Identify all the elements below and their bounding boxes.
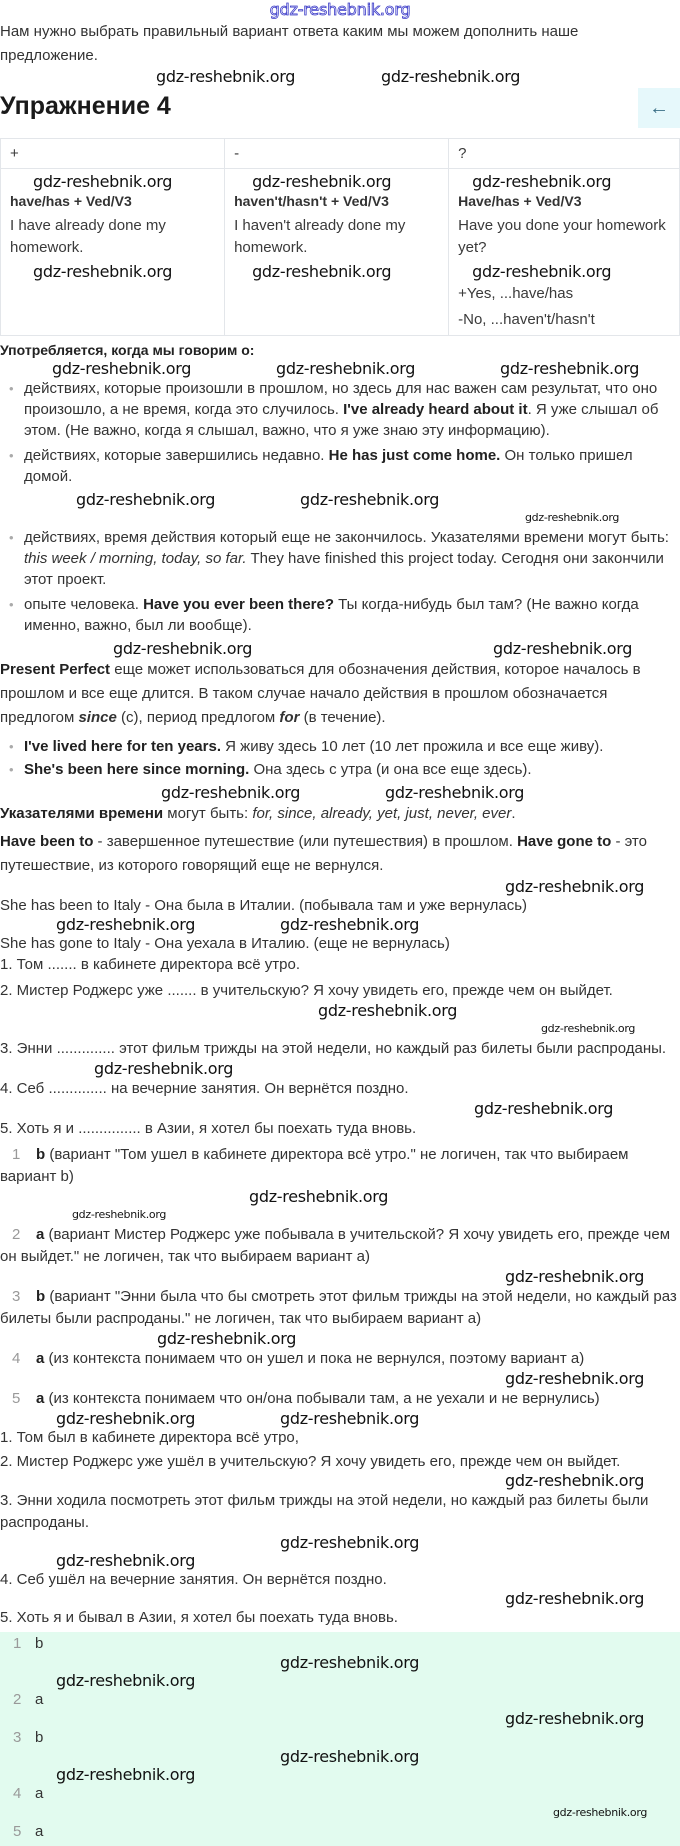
watermark-row [0, 1672, 680, 1690]
since-term: since [78, 709, 117, 726]
cell-question [449, 169, 680, 336]
item-number: 5 [13, 1823, 22, 1840]
watermark: gdz-reshebnik.org [94, 1059, 234, 1078]
answer-letter: a [35, 1823, 44, 1840]
watermark-row [0, 878, 680, 896]
item-number: 4 [13, 1785, 22, 1802]
watermark: gdz-reshebnik.org [541, 1022, 636, 1035]
watermark: gdz-reshebnik.org [280, 1653, 420, 1672]
explanation-4 [0, 1348, 680, 1370]
task-2: 2. Мистер Роджерс уже ....... в учительскую? Я хочу увидеть его, прежде чем он выйдет. [0, 982, 613, 999]
translation-4: 4. Себ ушёл на вечерние занятия. Он вернётся поздно. [0, 1571, 387, 1588]
usage-heading: Употребляется, когда мы говорим о: [0, 342, 255, 358]
formula-positive: have/has + Ved/V3 [10, 193, 132, 209]
watermark-row [0, 1552, 680, 1570]
watermark: gdz-reshebnik.org [300, 490, 440, 509]
example-question: Have you done your homework yet? [458, 217, 666, 256]
cell-negative [225, 169, 449, 336]
watermark: gdz-reshebnik.org [33, 262, 173, 281]
list-item [0, 759, 675, 780]
explanation-5 [0, 1388, 680, 1410]
list-item [0, 378, 675, 441]
site-watermark-top: gdz-reshebnik.org [269, 0, 411, 19]
answer-letter: a [35, 1691, 44, 1708]
usage-text: действиях, которые произошли в прошлом, но здесь для нас важен сам результат, что оно произошло, а не время, когда это случилось. [24, 380, 658, 418]
title-bar [0, 88, 680, 132]
formula-negative: haven't/hasn't + Ved/V3 [234, 193, 389, 209]
header-positive: + [1, 139, 225, 169]
watermark: gdz-reshebnik.org [553, 1806, 648, 1819]
grammar-table [0, 138, 680, 336]
watermark: gdz-reshebnik.org [276, 359, 416, 378]
watermark: gdz-reshebnik.org [381, 67, 521, 86]
explanation-2 [0, 1224, 680, 1268]
answer-letter: b [35, 1635, 44, 1652]
usage-list [0, 378, 675, 487]
watermark: gdz-reshebnik.org [113, 639, 253, 658]
have-been-to-term: Have been to [0, 833, 94, 850]
table-row [1, 169, 680, 336]
watermark-row [0, 1100, 680, 1118]
answer-key-panel [0, 1632, 680, 1846]
translation-2: 2. Мистер Роджерс уже ушёл в учительскую? Я хочу увидеть его, прежде чем он выйдет. [0, 1453, 621, 1470]
answer-key-item [0, 1634, 680, 1654]
arrow-left-icon: ← [649, 96, 669, 119]
watermark: gdz-reshebnik.org [56, 1409, 196, 1428]
usage-example: I've already heard about it [343, 401, 528, 418]
watermark-row [0, 509, 680, 527]
watermark-row [0, 1370, 680, 1388]
table-header-row [1, 139, 680, 169]
answer-key-item [0, 1822, 680, 1842]
example-negative: I haven't already done my homework. [234, 217, 406, 256]
explanation-3 [0, 1286, 680, 1330]
page-title: Упражнение 4 [0, 92, 171, 120]
usage-text: действиях, время действия который еще не закончилось. Указателями времени могут быть: [24, 529, 669, 546]
answer-letter: a [35, 1785, 44, 1802]
text: . [511, 805, 516, 822]
example-positive: I have already done my homework. [10, 217, 166, 256]
watermark-row [0, 1472, 680, 1490]
watermark: gdz-reshebnik.org [505, 1471, 645, 1490]
usage-example: He has just come home. [328, 447, 501, 464]
usage-text: действиях, которые завершились недавно. [24, 447, 329, 464]
task-5: 5. Хоть я и ............... в Азии, я хотел бы поехать туда вновь. [0, 1120, 417, 1137]
translation-3: 3. Энни ходила посмотреть этот фильм трижды на этой недели, но каждый раз билеты были распроданы. [0, 1492, 649, 1531]
been-gone-paragraph [0, 830, 675, 878]
example-sentence: She's been here since morning. [24, 761, 250, 778]
watermark: gdz-reshebnik.org [56, 1551, 196, 1570]
header-negative: - [225, 139, 449, 169]
item-number: 1 [13, 1635, 22, 1652]
watermark: gdz-reshebnik.org [472, 172, 612, 191]
header-question: ? [449, 139, 680, 169]
example-sentence: I've lived here for ten years. [24, 738, 221, 755]
watermark: gdz-reshebnik.org [52, 359, 192, 378]
back-button[interactable] [638, 88, 680, 128]
watermark: gdz-reshebnik.org [161, 783, 301, 802]
watermark-row [0, 1590, 680, 1608]
intro-text: Нам нужно выбрать правильный вариант ответа каким мы можем дополнить наше предложение. [0, 23, 579, 64]
been-example: She has been to Italy - Она была в Италии. (побывала там и уже вернулась) [0, 897, 528, 914]
task-1: 1. Том ....... в кабинете директора всё утро. [0, 956, 300, 973]
translation-5: 5. Хоть я и бывал в Азии, я хотел бы поехать туда вновь. [0, 1609, 398, 1626]
usage-translation: They have finished this project today. Сегодня они закончили этот проект. [24, 550, 664, 588]
watermark: gdz-reshebnik.org [252, 262, 392, 281]
watermark: gdz-reshebnik.org [72, 1208, 167, 1221]
formula-question: Have/has + Ved/V3 [458, 193, 582, 209]
watermark: gdz-reshebnik.org [280, 915, 420, 934]
watermark: gdz-reshebnik.org [525, 511, 620, 524]
watermark: gdz-reshebnik.org [505, 1589, 645, 1608]
watermark: gdz-reshebnik.org [56, 1765, 196, 1784]
answer-letter: a [36, 1226, 45, 1243]
watermark-row [0, 1748, 680, 1766]
explanation-text: (вариант "Энни была что бы смотреть этот фильм трижды на этой недели, но каждый раз билеты были распроданы." не логичен, так что выбираем вариант a) [0, 1288, 677, 1327]
watermark-row [0, 1804, 680, 1822]
watermark: gdz-reshebnik.org [500, 359, 640, 378]
watermark-row [0, 1268, 680, 1286]
watermark-row [0, 1060, 680, 1078]
answer-letter: a [36, 1390, 45, 1407]
usage-translation: Ты когда-нибудь был там? (Не важно когда именно, важно, был ли вообще). [24, 596, 639, 634]
item-number: 3 [13, 1729, 22, 1746]
text: - завершенное путешествие (или путешествия) в прошлом. [93, 833, 518, 850]
text: могут быть: [163, 805, 253, 822]
watermark-row [0, 1534, 680, 1552]
watermark-row [0, 784, 680, 802]
gone-example: She has gone to Italy - Она уехала в Италию. (еще не вернулась) [0, 935, 450, 952]
task-3: 3. Энни .............. этот фильм трижды на этой недели, но каждый раз билеты были распроданы. [0, 1040, 667, 1057]
watermark: gdz-reshebnik.org [318, 1001, 458, 1020]
item-number: 3 [12, 1288, 21, 1305]
example-translation: Она здесь с утра (и она все еще здесь). [249, 761, 532, 778]
explanation-text: (вариант Мистер Роджерс уже побывала в учительской? Я хочу увидеть его, прежде чем он выйдет." не логичен, так что выбираем вариант a) [0, 1226, 671, 1265]
watermark: gdz-reshebnik.org [76, 490, 216, 509]
time-markers [0, 802, 675, 826]
watermark-row [0, 1710, 680, 1728]
short-answer-no: -No, ...haven't/hasn't [458, 311, 595, 328]
markers-list: for, since, already, yet, just, never, ever [252, 805, 512, 822]
watermark: gdz-reshebnik.org [474, 1099, 614, 1118]
translation-1: 1. Том был в кабинете директора всё утро, [0, 1429, 299, 1446]
usage-translation: . Я уже слышал об этом. (Не важно, когда я слышал, важно, что я уже знаю эту информацию). [24, 401, 659, 439]
explanation-text: (из контекста понимаем что он/она побывали там, а не уехали и не вернулись) [44, 1390, 600, 1407]
watermark: gdz-reshebnik.org [56, 915, 196, 934]
watermark: gdz-reshebnik.org [252, 172, 392, 191]
watermark-row [0, 1330, 680, 1348]
text: (с), период предлогом [116, 709, 280, 726]
item-number: 5 [12, 1390, 21, 1407]
answer-letter: b [36, 1146, 46, 1163]
watermark: gdz-reshebnik.org [33, 172, 173, 191]
explanation-1 [0, 1144, 680, 1188]
watermark: gdz-reshebnik.org [157, 1329, 297, 1348]
usage-translation: Он только пришел домой. [24, 447, 633, 485]
watermark: gdz-reshebnik.org [280, 1409, 420, 1428]
item-number: 2 [12, 1226, 21, 1243]
present-perfect-term: Present Perfect [0, 661, 111, 678]
markers-label: Указателями времени [0, 805, 164, 822]
list-item [0, 736, 675, 757]
item-number: 1 [12, 1146, 21, 1163]
usage-markers: this week / morning, today, so far. [24, 550, 247, 567]
answer-letter: b [35, 1729, 44, 1746]
text: еще может использоваться для обозначения действия, которое началось в прошлом и все еще длится. В таком случае начало действия в прошлом обозначается предлогом [0, 661, 641, 726]
item-number: 2 [13, 1691, 22, 1708]
short-answer-yes: +Yes, ...have/has [458, 285, 574, 302]
watermark: gdz-reshebnik.org [385, 783, 525, 802]
answer-letter: b [36, 1288, 46, 1305]
watermark: gdz-reshebnik.org [472, 262, 612, 281]
for-term: for [279, 709, 300, 726]
watermark: gdz-reshebnik.org [280, 1747, 420, 1766]
watermark: gdz-reshebnik.org [249, 1187, 389, 1206]
watermark: gdz-reshebnik.org [493, 639, 633, 658]
watermark: gdz-reshebnik.org [56, 1671, 196, 1690]
usage-list-continued [0, 527, 675, 636]
item-number: 4 [12, 1350, 21, 1367]
watermark-row [0, 640, 680, 658]
explanation-text: (из контекста понимаем что он ушел и пока не вернулся, поэтому вариант a) [44, 1350, 585, 1367]
list-item [0, 527, 675, 590]
watermark-row [0, 1020, 680, 1038]
watermark-row [0, 1002, 680, 1020]
cell-positive [1, 169, 225, 336]
task-4: 4. Себ .............. на вечерние занятия. Он вернётся поздно. [0, 1080, 409, 1097]
present-perfect-paragraph [0, 658, 675, 730]
text: (в течение). [299, 709, 386, 726]
explanation-text: (вариант "Том ушел в кабинете директора всё утро." не логичен, так что выбираем вариант b) [0, 1146, 629, 1185]
usage-text: опыте человека. [24, 596, 144, 613]
watermark: gdz-reshebnik.org [156, 67, 296, 86]
watermark: gdz-reshebnik.org [505, 1709, 645, 1728]
usage-example: Have you ever been there? [143, 596, 335, 613]
list-item [0, 445, 675, 487]
watermark: gdz-reshebnik.org [280, 1533, 420, 1552]
example-translation: Я живу здесь 10 лет (10 лет прожила и все еще живу). [221, 738, 604, 755]
answer-key-item [0, 1784, 680, 1804]
watermark: gdz-reshebnik.org [505, 1369, 645, 1388]
watermark-row [0, 916, 680, 934]
have-gone-to-term: Have gone to [517, 833, 612, 850]
list-item [0, 594, 675, 636]
watermark: gdz-reshebnik.org [505, 877, 645, 896]
watermark-row [0, 68, 680, 86]
watermark: gdz-reshebnik.org [505, 1267, 645, 1286]
watermark-row [0, 1188, 680, 1206]
text: - это путешествие, из которого говорящий еще не вернулся. [0, 833, 647, 874]
watermark-row [0, 360, 680, 378]
answer-key-item [0, 1728, 680, 1748]
answer-key-item [0, 1690, 680, 1710]
watermark-row [0, 1654, 680, 1672]
present-perfect-examples [0, 736, 675, 780]
watermark-row [0, 1206, 680, 1224]
watermark-row [0, 1410, 680, 1428]
watermark-row [0, 1766, 680, 1784]
answer-letter: a [36, 1350, 45, 1367]
watermark-row [0, 491, 680, 509]
